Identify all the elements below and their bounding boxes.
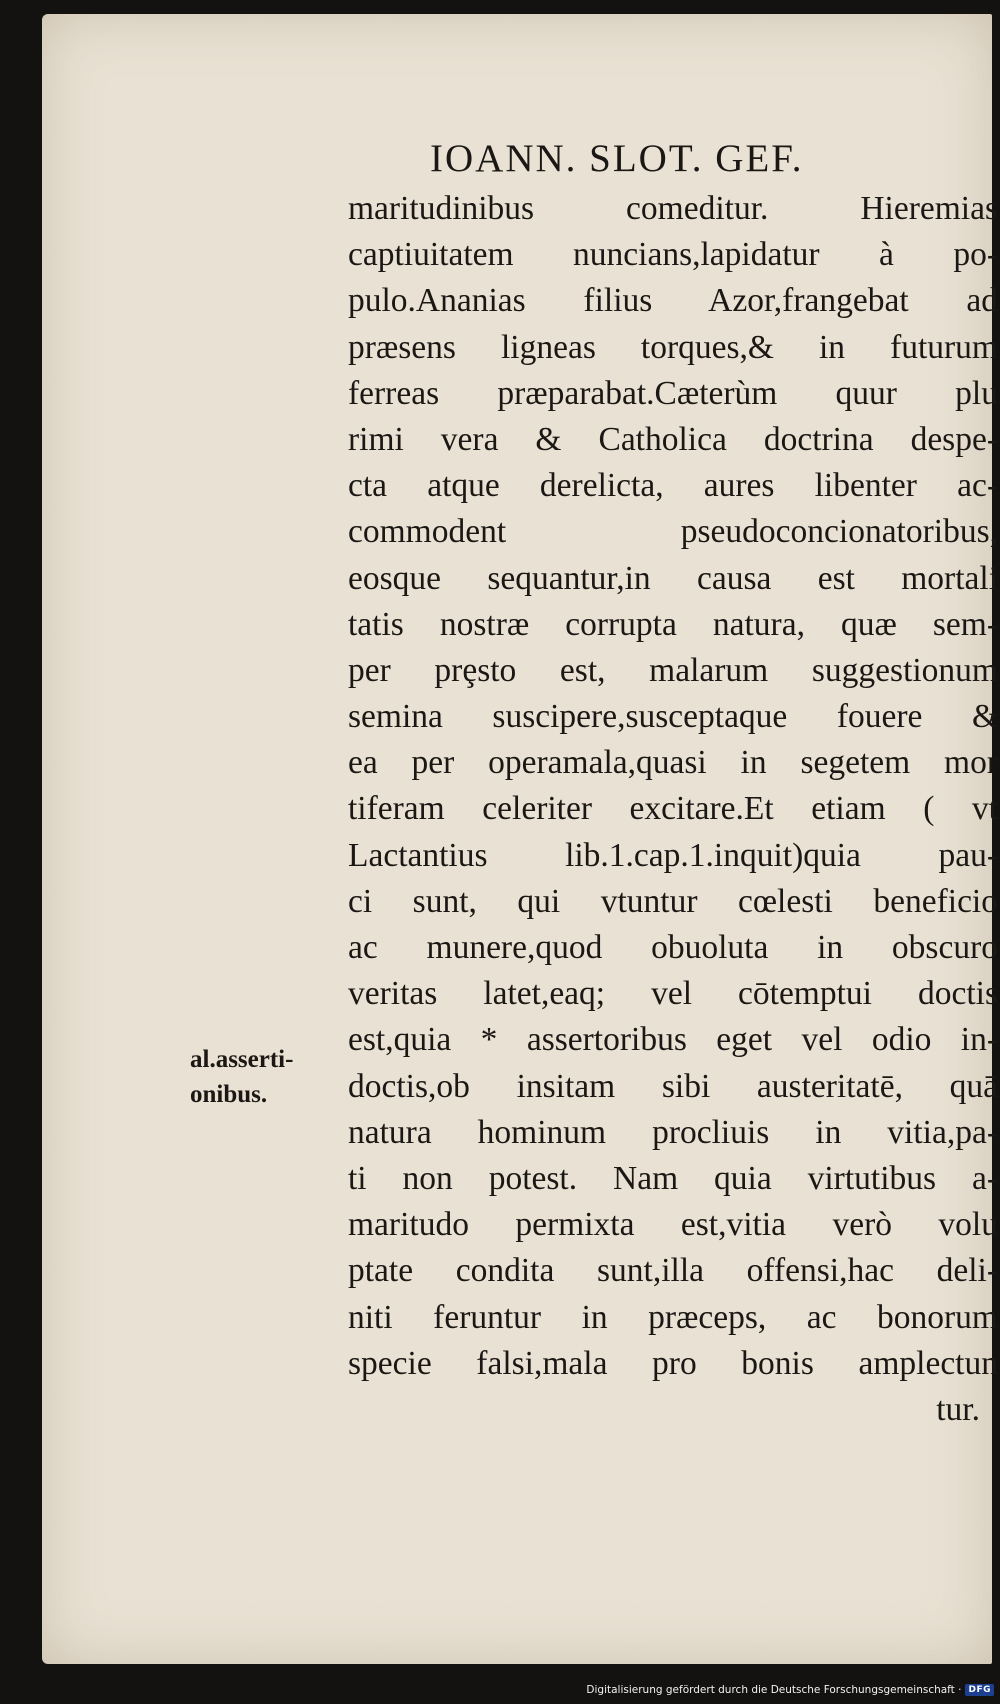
text-line: tiferam celeriter excitare.Et etiam ( vt (348, 790, 998, 828)
running-head: IOANN. SLOT. GEF. (430, 137, 804, 180)
marginal-note-line: al.asserti- (190, 1046, 294, 1073)
marginal-note-line: onibus. (190, 1081, 268, 1108)
text-line: doctis,ob insitam sibi austeritatē, quā (348, 1067, 998, 1105)
text-line: ptate condita sunt,illa offensi,hac deli- (348, 1252, 998, 1290)
text-line: rimi vera & Catholica doctrina despe- (348, 420, 998, 458)
text-line: pulo.Ananias filius Azor,frangebat ad (348, 282, 998, 320)
text-line: commodent pseudoconcionatoribus, (348, 513, 998, 551)
text-line: cta atque derelicta, aures libenter ac- (348, 467, 998, 505)
text-line: ac munere,quod obuoluta in obscuro (348, 929, 998, 966)
text-line: natura hominum procliuis in vitia,pa- (348, 1113, 998, 1151)
text-line: captiuitatem nuncians,lapidatur à po- (348, 236, 998, 274)
marginal-note (190, 1042, 330, 1112)
text-line: eosque sequantur,in causa est mortali (348, 559, 998, 597)
credit-text: Digitalisierung gefördert durch die Deutsche Forschungsgemeinschaft · (586, 1684, 962, 1696)
text-line: præsens ligneas torques,& in futurum (348, 328, 998, 366)
digitization-credit (586, 1684, 994, 1696)
text-line: per prȩsto est, malarum suggestionum (348, 651, 998, 689)
text-line: niti feruntur in præceps, ac bonorum (348, 1298, 998, 1336)
text-line: tatis nostræ corrupta natura, quæ sem- (348, 605, 998, 643)
text-line: ti non potest. Nam quia virtutibus a- (348, 1159, 998, 1197)
main-text-block (348, 186, 998, 1433)
text-line-final: tur. (936, 1390, 980, 1428)
text-line: specie falsi,mala pro bonis amplectun (348, 1344, 998, 1382)
text-line: ea per operamala,quasi in segetem mor (348, 744, 998, 782)
text-line: maritudinibus comeditur. Hieremias (348, 190, 998, 227)
text-line: Lactantius lib.1.cap.1.inquit)quia pau- (348, 836, 998, 874)
dfg-logo-icon: DFG (965, 1684, 994, 1696)
text-line: est,quia * assertoribus eget vel odio in- (348, 1021, 998, 1059)
book-page (42, 14, 998, 1664)
text-line: ferreas præparabat.Cæterùm quur plu (348, 374, 998, 412)
text-line: ci sunt, qui vtuntur cœlesti beneficio (348, 882, 998, 920)
text-line: maritudo permixta est,vitia verò volu (348, 1206, 998, 1244)
text-line: semina suscipere,susceptaque fouere & (348, 698, 998, 736)
text-line: veritas latet,eaq; vel cōtemptui doctis (348, 975, 998, 1013)
